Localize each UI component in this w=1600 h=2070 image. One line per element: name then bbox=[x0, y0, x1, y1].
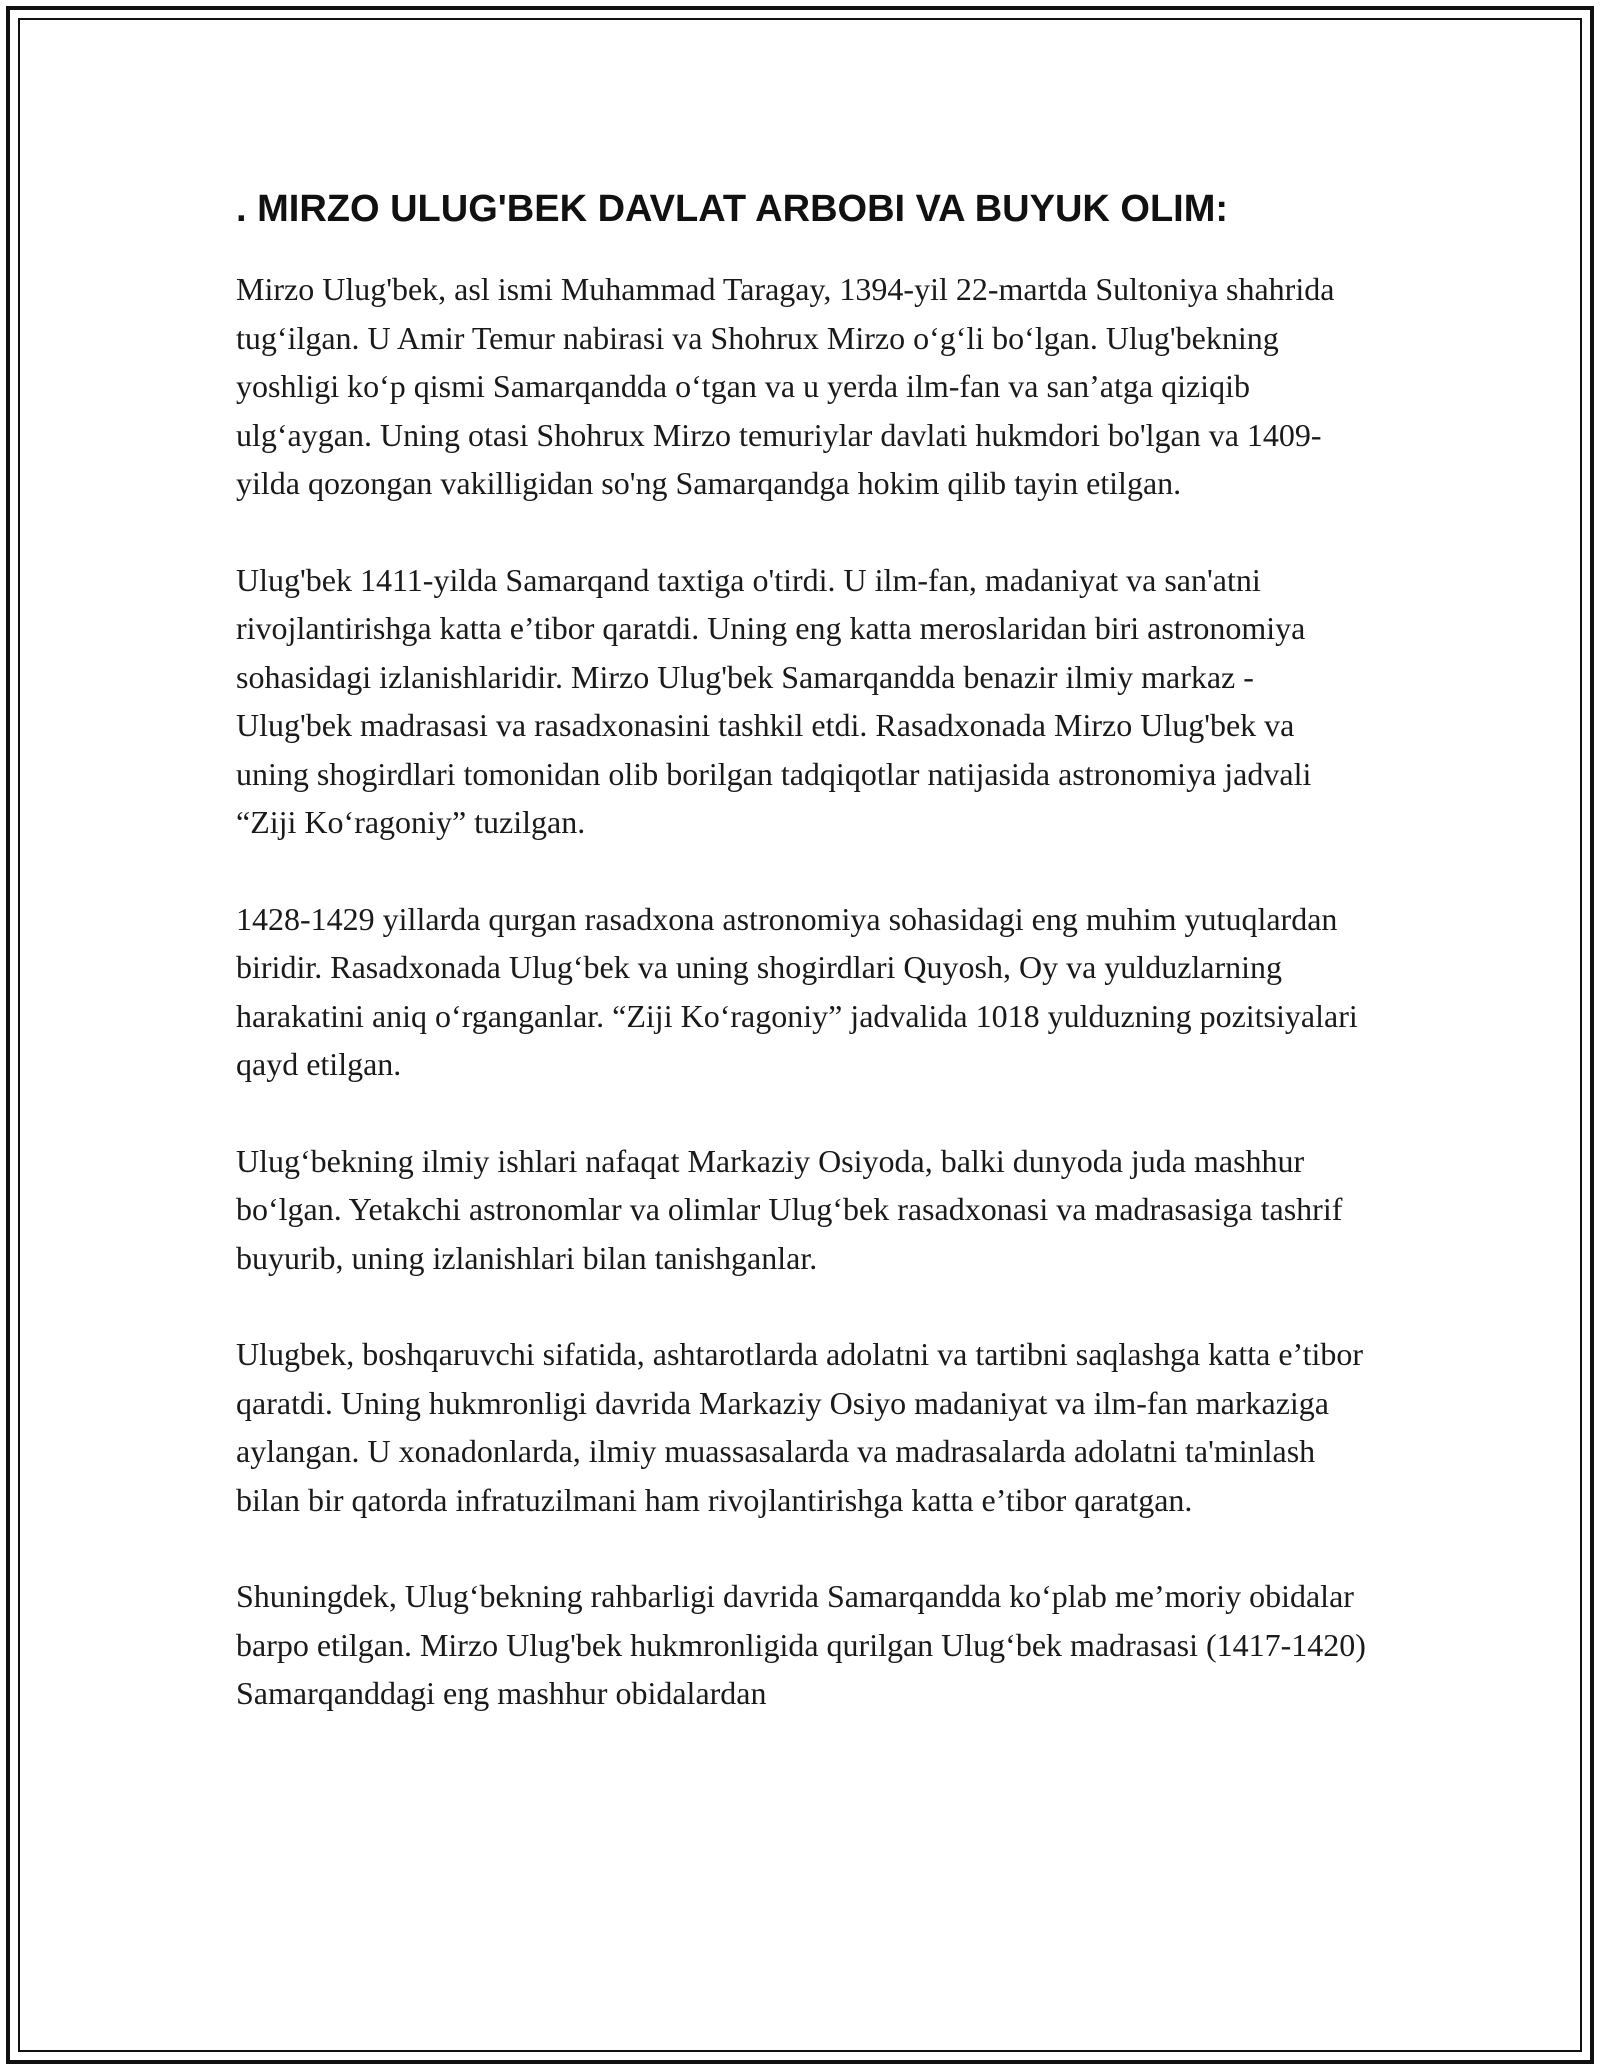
paragraph-biography: Mirzo Ulug'bek, asl ismi Muhammad Taragay, 1394-yil 22-martda Sultoniya shahrida tug‘ilgan. U Amir Temur nabirasi va Shohrux Mirzo o‘g‘li bo‘lgan. Ulug'bekning yoshligi ko‘p qismi Samarqandda o‘tgan va u yerda ilm-fan va san’atga qiziqib ulg‘aygan. Uning otasi Shohrux Mirzo temuriylar davlati hukmdori bo'lgan va 1409-yilda qozongan vakilligidan so'ng Samarqandga hokim qilib tayin etilgan. bbox=[236, 271, 1335, 501]
document-title: . MIRZO ULUG'BEK DAVLAT ARBOBI VA BUYUK OLIM: bbox=[236, 188, 1229, 230]
paragraph-observatory: 1428-1429 yillarda qurgan rasadxona astronomiya sohasidagi eng muhim yutuqlardan biridir. Rasadxonada Ulug‘bek va uning shogirdlari Quyosh, Oy va yulduzlarning harakatini aniq o‘rganganlar. “Ziji Ko‘ragoniy” jadvalida 1018 yulduzning pozitsiyalari qayd etilgan. bbox=[236, 900, 1358, 1082]
paragraph-recognition: Ulug‘bekning ilmiy ishlari nafaqat Markaziy Osiyoda, balki dunyoda juda mashhur bo‘lgan. Yetakchi astronomlar va olimlar Ulug‘bek rasadxonasi va madrasasiga tashrif buyurib, uning izlanishlari bilan tanishganlar. bbox=[236, 1142, 1343, 1276]
paragraph-reign: Ulug'bek 1411-yilda Samarqand taxtiga o'tirdi. U ilm-fan, madaniyat va san'atni rivojlantirishga katta e’tibor qaratdi. Uning eng katta meroslaridan biri astronomiya sohasidagi izlanishlaridir. Mirzo Ulug'bek Samarqandda benazir ilmiy markaz - Ulug'bek madrasasi va rasadxonasini tashkil etdi. Rasadxonada Mirzo Ulug'bek va uning shogirdlari tomonidan olib borilgan tadqiqotlar natijasida astronomiya jadvali “Ziji Ko‘ragoniy” tuzilgan. bbox=[236, 561, 1312, 840]
document-body bbox=[236, 184, 1372, 1718]
paragraph-architecture: Shuningdek, Ulug‘bekning rahbarligi davrida Samarqandda ko‘plab me’moriy obidalar barpo etilgan. Mirzo Ulug'bek hukmronligida qurilgan Ulug‘bek madrasasi (1417-1420) Samarqanddagi eng mashhur obidalardan bbox=[236, 1578, 1366, 1711]
paragraph-governance: Ulugbek, boshqaruvchi sifatida, ashtarotlarda adolatni va tartibni saqlashga katta e’tibor qaratdi. Uning hukmronligi davrida Markaziy Osiyo madaniyat va ilm-fan markaziga aylangan. U xonadonlarda, ilmiy muassasalarda va madrasalarda adolatni ta'minlash bilan bir qatorda infratuzilmani ham rivojlantirishga katta e’tibor qaratgan. bbox=[236, 1336, 1364, 1518]
